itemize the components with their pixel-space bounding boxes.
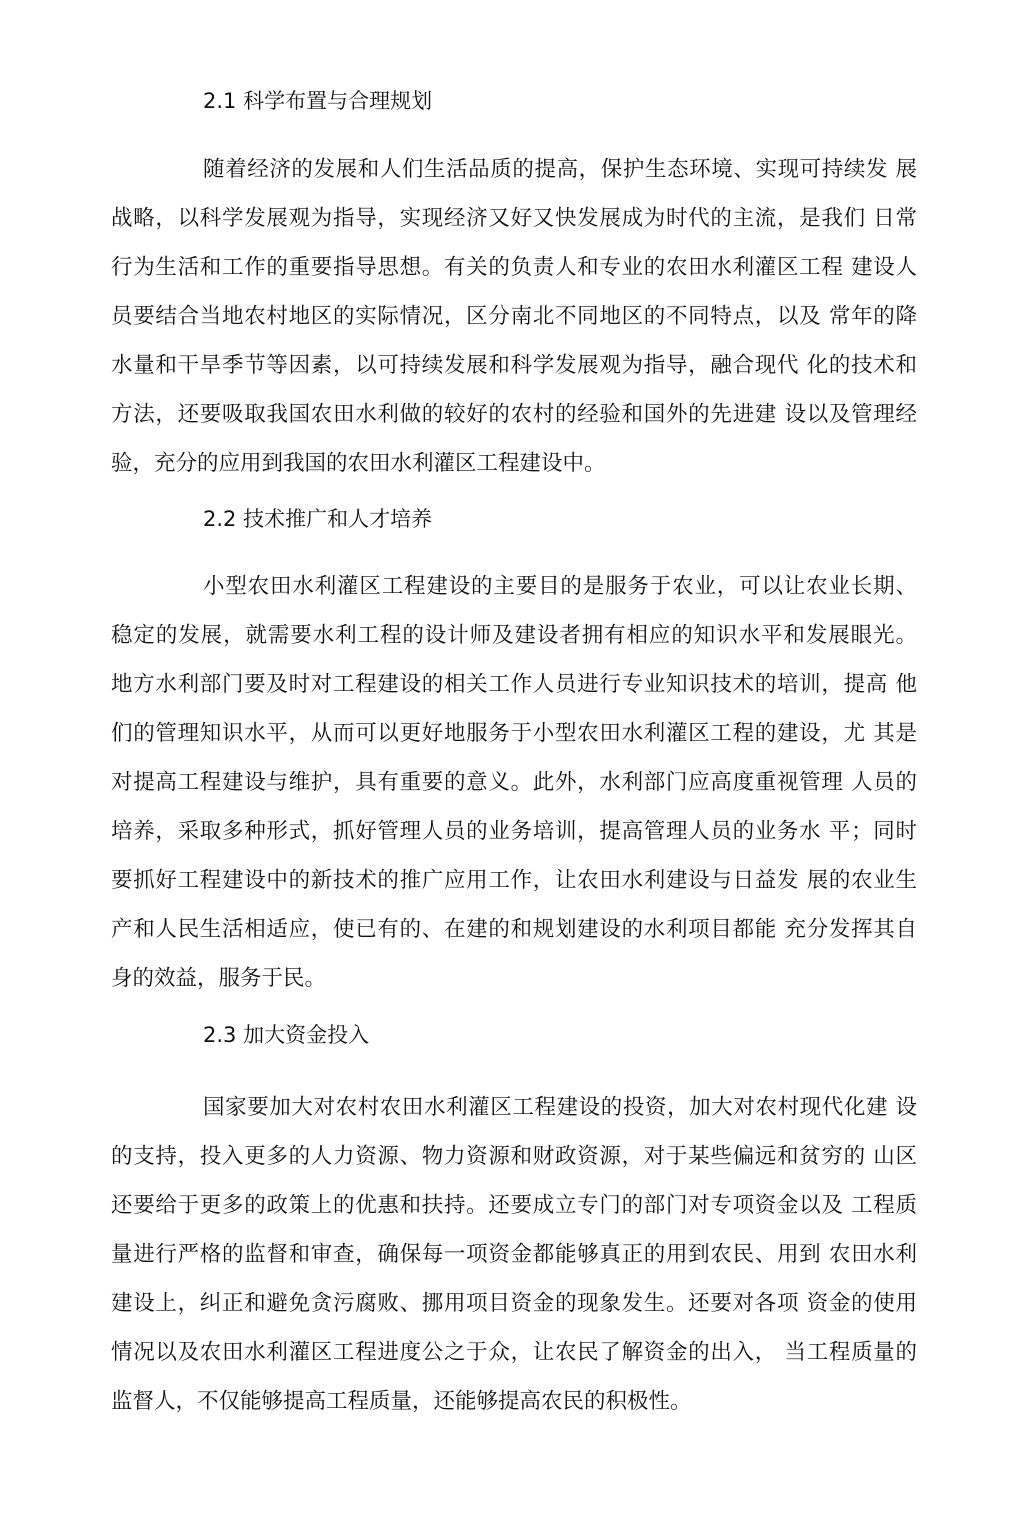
paragraph-line: 们的管理知识水平，从而可以更好地服务于小型农田水利灌区工程的建设，尤 其是 (111, 721, 917, 746)
paragraph-line: 要抓好工程建设中的新技术的推广应用工作，让农田水利建设与日益发 展的农业生 (111, 868, 917, 893)
paragraph-line: 方法，还要吸取我国农田水利做的较好的农村的经验和国外的先进建 设以及管理经 (111, 402, 917, 427)
paragraph-line: 员要结合当地农村地区的实际情况，区分南北不同地区的不同特点，以及 常年的降 (111, 304, 917, 329)
paragraph-line: 国家要加大对农村农田水利灌区工程建设的投资，加大对农村现代化建 设 (203, 1095, 917, 1120)
section-paragraph-2-1 (111, 145, 917, 488)
paragraph-line: 的支持，投入更多的人力资源、物力资源和财政资源，对于某些偏远和贫穷的 山区 (111, 1144, 917, 1169)
paragraph-line: 对提高工程建设与维护，具有重要的意义。此外，水利部门应高度重视管理 人员的 (111, 770, 917, 795)
paragraph-line: 行为生活和工作的重要指导思想。有关的负责人和专业的农田水利灌区工程 建设人 (111, 255, 917, 280)
paragraph-line: 验，充分的应用到我国的农田水利灌区工程建设中。 (111, 451, 606, 476)
paragraph-line: 建设上，纠正和避免贪污腐败、挪用项目资金的现象发生。还要对各项 资金的使用 (111, 1291, 917, 1316)
paragraph-line: 随着经济的发展和人们生活品质的提高，保护生态环境、实现可持续发 展 (203, 157, 917, 182)
paragraph-line: 稳定的发展，就需要水利工程的设计师及建设者拥有相应的知识水平和发展眼光。 (111, 623, 917, 648)
section-paragraph-2-2 (111, 562, 917, 1003)
paragraph-line: 量进行严格的监督和审查，确保每一项资金都能够真正的用到农民、用到 农田水利 (111, 1242, 917, 1267)
paragraph-line: 小型农田水利灌区工程建设的主要目的是服务于农业，可以让农业长期、 (203, 574, 917, 599)
section-heading-2-3: 2.3 加大资金投入 (203, 1023, 370, 1047)
paragraph-line: 还要给于更多的政策上的优惠和扶持。还要成立专门的部门对专项资金以及 工程质 (111, 1193, 917, 1218)
paragraph-line: 地方水利部门要及时对工程建设的相关工作人员进行专业知识技术的培训，提高 他 (111, 672, 917, 697)
section-heading-2-2: 2.2 技术推广和人才培养 (203, 507, 433, 531)
section-paragraph-2-3 (111, 1083, 917, 1426)
paragraph-line: 产和人民生活相适应，使已有的、在建的和规划建设的水利项目都能 充分发挥其自 (111, 917, 917, 942)
paragraph-line: 监督人，不仅能够提高工程质量，还能够提高农民的积极性。 (111, 1389, 692, 1414)
paragraph-line: 情况以及农田水利灌区工程进度公之于众，让农民了解资金的出入， 当工程质量的 (111, 1340, 917, 1365)
paragraph-line: 战略，以科学发展观为指导，实现经济又好又快发展成为时代的主流，是我们 日常 (111, 206, 917, 231)
section-heading-2-1: 2.1 科学布置与合理规划 (203, 89, 433, 113)
paragraph-line: 培养，采取多种形式，抓好管理人员的业务培训，提高管理人员的业务水 平；同时 (111, 819, 917, 844)
paragraph-line: 身的效益，服务于民。 (111, 966, 327, 991)
paragraph-line: 水量和干旱季节等因素，以可持续发展和科学发展观为指导，融合现代 化的技术和 (111, 353, 917, 378)
